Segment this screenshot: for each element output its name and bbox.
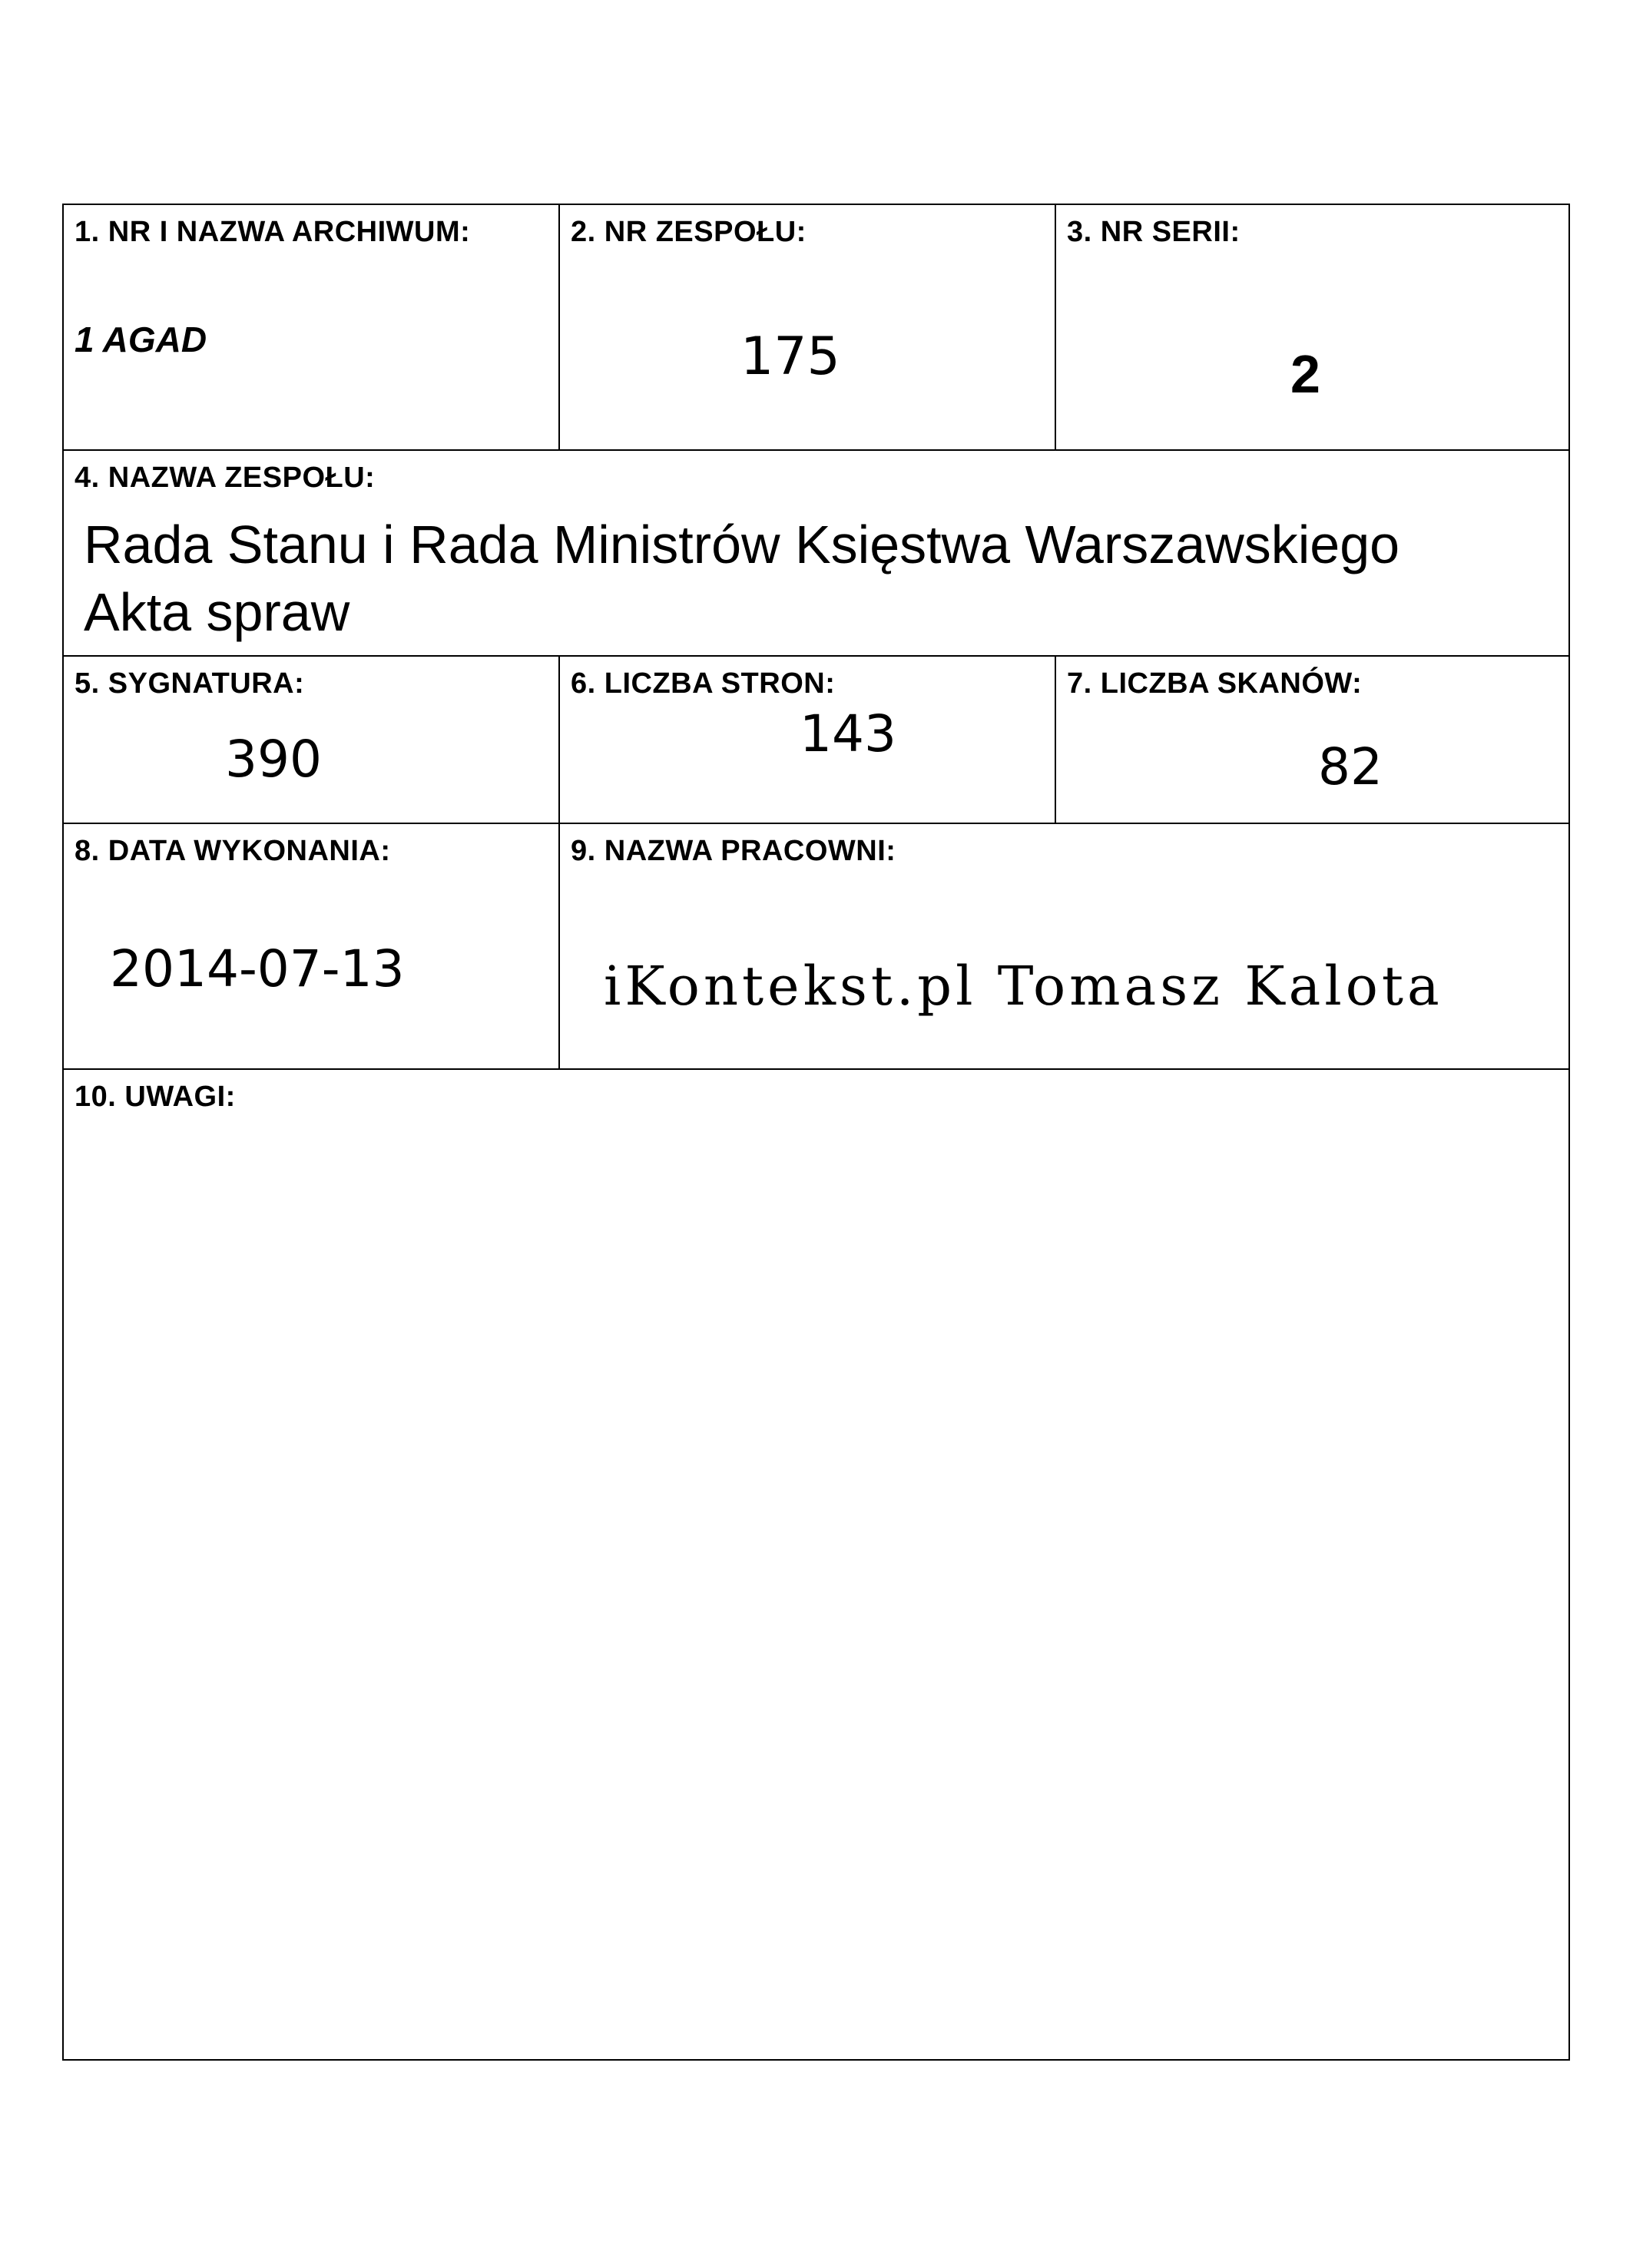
fond-name-value [84,511,1399,646]
cell-fond-number [560,205,1056,449]
remarks-label: 10. UWAGI: [75,1081,236,1113]
cell-signature [64,657,560,823]
signature-value: 390 [225,730,322,789]
cell-remarks [64,1070,1568,2061]
studio-value: iKontekst.pl Tomasz Kalota [604,955,1443,1018]
fond-number-label: 2. NR ZESPOŁU: [571,216,807,248]
fond-name-label: 4. NAZWA ZESPOŁU: [75,462,376,494]
cell-fond-name [64,451,1568,655]
row-date-studio [64,824,1568,1070]
cell-archive [64,205,560,449]
cell-series-number [1056,205,1570,449]
date-value: 2014-07-13 [110,939,405,998]
archive-label: 1. NR I NAZWA ARCHIWUM: [75,216,471,248]
series-number-value: 2 [1290,344,1320,404]
fond-number-value: 175 [740,326,840,387]
signature-label: 5. SYGNATURA: [75,667,305,700]
archive-metadata-card [62,204,1570,2061]
row-archive-fond-series [64,205,1568,451]
page-count-label: 6. LICZBA STRON: [571,667,836,700]
row-fond-name [64,451,1568,657]
scan-count-label: 7. LICZBA SKANÓW: [1067,667,1363,700]
date-label: 8. DATA WYKONANIA: [75,835,391,867]
cell-page-count [560,657,1056,823]
studio-label: 9. NAZWA PRACOWNI: [571,835,896,867]
scan-count-value: 82 [1318,737,1383,796]
row-signature-pages-scans [64,657,1568,824]
cell-scan-count [1056,657,1570,823]
fond-name-line-2: Akta spraw [84,582,350,642]
page-count-value: 143 [800,704,896,763]
fond-name-line-1: Rada Stanu i Rada Ministrów Księstwa Warszawskiego [84,515,1400,574]
cell-studio [560,824,1570,1068]
cell-date [64,824,560,1068]
archive-value: 1 AGAD [75,320,207,359]
series-number-label: 3. NR SERII: [1067,216,1240,248]
